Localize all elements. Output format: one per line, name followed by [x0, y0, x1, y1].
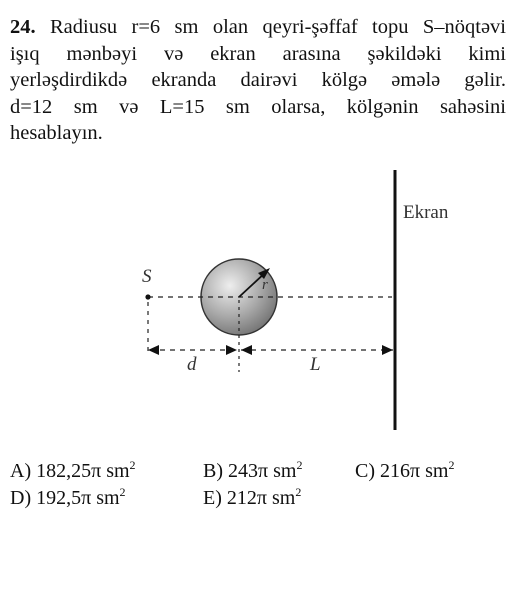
problem-line-3: yerləşdirdikdə ekranda dairəvi kölgə əmələ gəlir. [10, 69, 506, 92]
problem-line-4: d=12 sm və L=15 sm olarsa, kölgənin sahəsini [10, 95, 506, 118]
L-arrow-left [241, 345, 252, 355]
source-label: S [142, 266, 152, 287]
screen-label: Ekran [403, 202, 449, 223]
problem-line-2: işıq mənbəyi və ekran arasına şəkildəki kimi [10, 42, 506, 65]
d-arrow-right [226, 345, 237, 355]
d-label: d [187, 354, 197, 375]
answer-option-c[interactable]: C) 216π $sm^2$ [355, 458, 455, 482]
L-arrow-right [382, 345, 393, 355]
answer-option-d[interactable]: D) 192,5π $sm^2$ [10, 485, 126, 509]
answer-option-e[interactable]: E) 212π $sm^2$ [203, 485, 302, 509]
problem-line-5: hesablayın. [10, 122, 103, 145]
problem-line-1: 24. Radiusu r=6 sm olan qeyri-şəffaf topu S–nöqtəvi [10, 16, 506, 38]
problem-number: 24. [10, 16, 36, 38]
radius-label: r [262, 277, 268, 293]
answer-option-a[interactable]: A) 182,25π $sm^2$ [10, 458, 136, 482]
L-label: L [310, 354, 321, 375]
point-source [145, 294, 150, 299]
d-arrow-left [148, 345, 159, 355]
answer-option-b[interactable]: B) 243π $sm^2$ [203, 458, 303, 482]
